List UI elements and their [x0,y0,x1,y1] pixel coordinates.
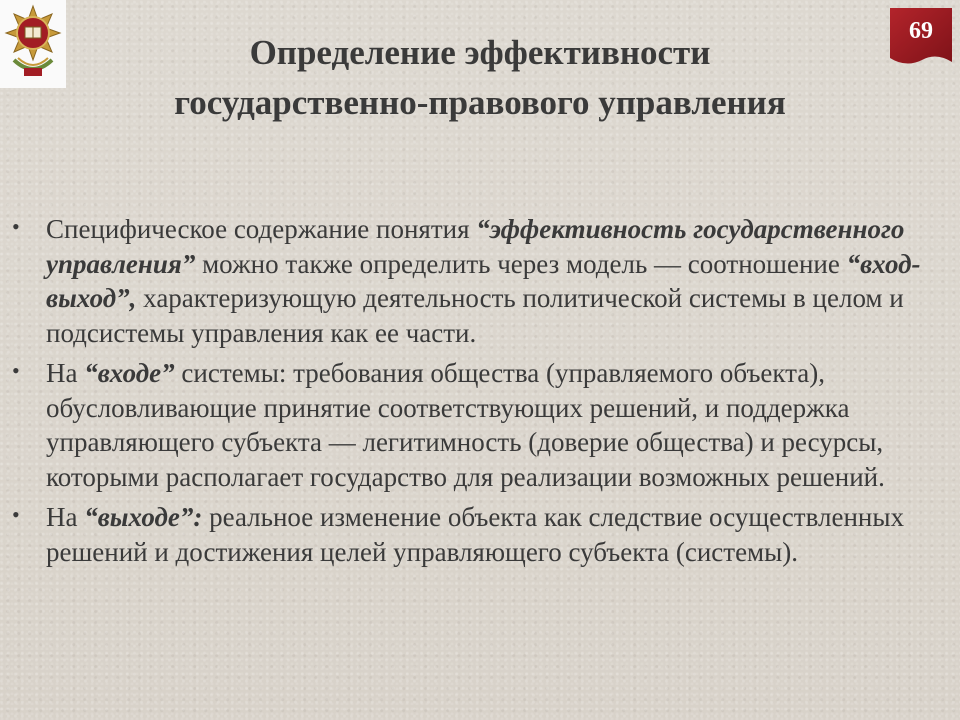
slide-title-line-2: государственно-правового управления [174,83,786,122]
slide-title [70,28,890,128]
page-number: 69 [909,18,933,44]
page-number-badge [886,4,956,68]
bullet-emphasis: “вход-выход”, [46,248,921,313]
bullet-text: характеризующую деятельность политической системы в целом и подсистемы управления как ее части. [46,283,904,348]
bullet-item-output [0,500,960,569]
bullet-text: системы: требования общества (управляемого объекта), обусловливающие принятие соответствующих решений, и поддержка управляющего субъекта — легитимность (доверие общества) и ресурсы, которыми располагает государство для реализации возможных решений. [46,358,885,492]
bullet-text: можно также определить через модель — соотношение [195,248,847,279]
bullet-text: Специфическое содержание понятия [46,214,477,244]
bullet-dot-icon: • [12,358,20,383]
bullet-emphasis: “эффективность государственного управления” [46,214,905,279]
bullet-emphasis: “выходе”: [84,502,203,532]
bullet-item-model [0,212,960,350]
bullet-text: реальное изменение объекта как следствие осуществленных решений и достижения целей управляющего субъекта (системы). [46,502,904,567]
academy-emblem-icon [0,0,66,88]
slide-title-line-1: Определение эффективности [249,33,711,72]
bullet-text: На [46,358,85,388]
bullet-text: На [46,502,85,532]
bullet-list [0,212,960,575]
bullet-dot-icon: • [12,214,20,239]
bullet-dot-icon: • [12,502,20,527]
bullet-item-input [0,356,960,494]
bullet-emphasis: “входе” [84,358,175,388]
